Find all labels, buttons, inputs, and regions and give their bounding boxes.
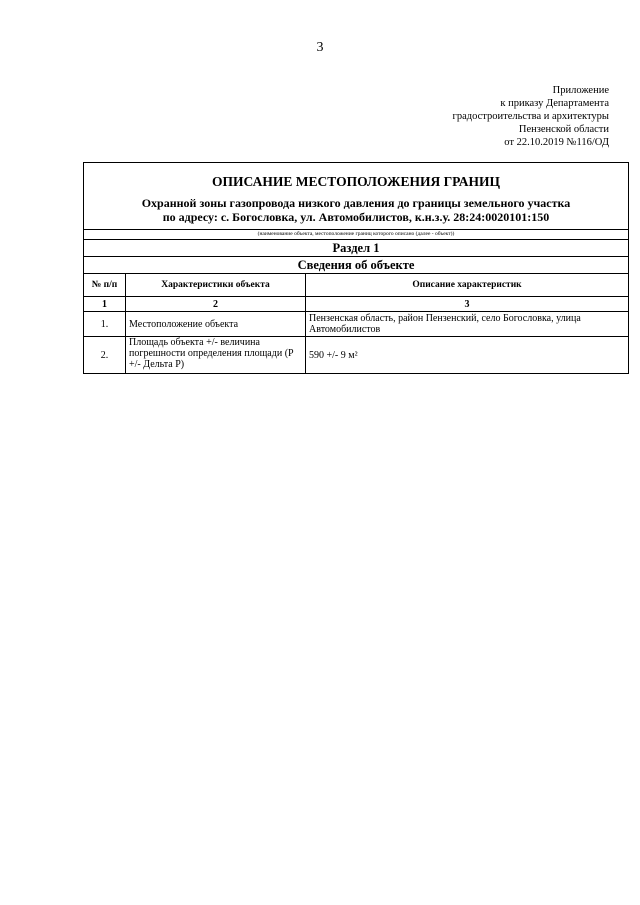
document-title: ОПИСАНИЕ МЕСТОПОЛОЖЕНИЯ ГРАНИЦ [84, 163, 629, 194]
section-title-row [84, 240, 629, 257]
column-header: № п/п [84, 274, 126, 297]
column-number: 1 [84, 297, 126, 312]
column-header: Характеристики объекта [126, 274, 306, 297]
section-subtitle-row [84, 257, 629, 274]
appendix-line: Пензенской области [518, 124, 609, 135]
appendix-line: градостроительства и архитектуры [452, 111, 609, 122]
object-note: (наименование объекта, местоположение границ которого описано (далее - объект)) [84, 230, 629, 240]
row-characteristic-cell [126, 337, 306, 374]
boundary-description-table [83, 162, 629, 374]
object-name [84, 193, 629, 230]
appendix-line: к приказу Департамента [500, 98, 609, 109]
object-name-row [84, 193, 629, 230]
appendix-line: от 22.10.2019 №116/ОД [504, 137, 609, 148]
table-title-row [84, 163, 629, 194]
page-number: 3 [316, 40, 324, 55]
row-characteristic: Площадь объекта +/- величина погрешности определения площади (Р +/- Дельта Р) [129, 337, 294, 370]
section-subtitle: Сведения об объекте [84, 257, 629, 274]
table-row [84, 337, 629, 374]
column-number-row [84, 297, 629, 312]
row-number: 2. [84, 337, 126, 374]
column-header-row [84, 274, 629, 297]
column-header: Описание характеристик [306, 274, 629, 297]
row-characteristic: Местоположение объекта [126, 312, 306, 337]
table-row [84, 312, 629, 337]
appendix-line: Приложение [552, 85, 609, 96]
object-name-line: по адресу: с. Богословка, ул. Автомобилистов, к.н.з.у. 28:24:0020101:150 [162, 210, 550, 224]
section-title: Раздел 1 [84, 240, 629, 257]
object-note-row [84, 230, 629, 240]
column-number: 2 [126, 297, 306, 312]
appendix-block [453, 84, 609, 149]
row-description: 590 +/- 9 м² [306, 337, 629, 374]
object-name-line: Охранной зоны газопровода низкого давления до границы земельного участка [141, 196, 571, 210]
row-description: Пензенская область, район Пензенский, село Богословка, улица Автомобилистов [306, 312, 629, 337]
column-number: 3 [306, 297, 629, 312]
row-number: 1. [84, 312, 126, 337]
